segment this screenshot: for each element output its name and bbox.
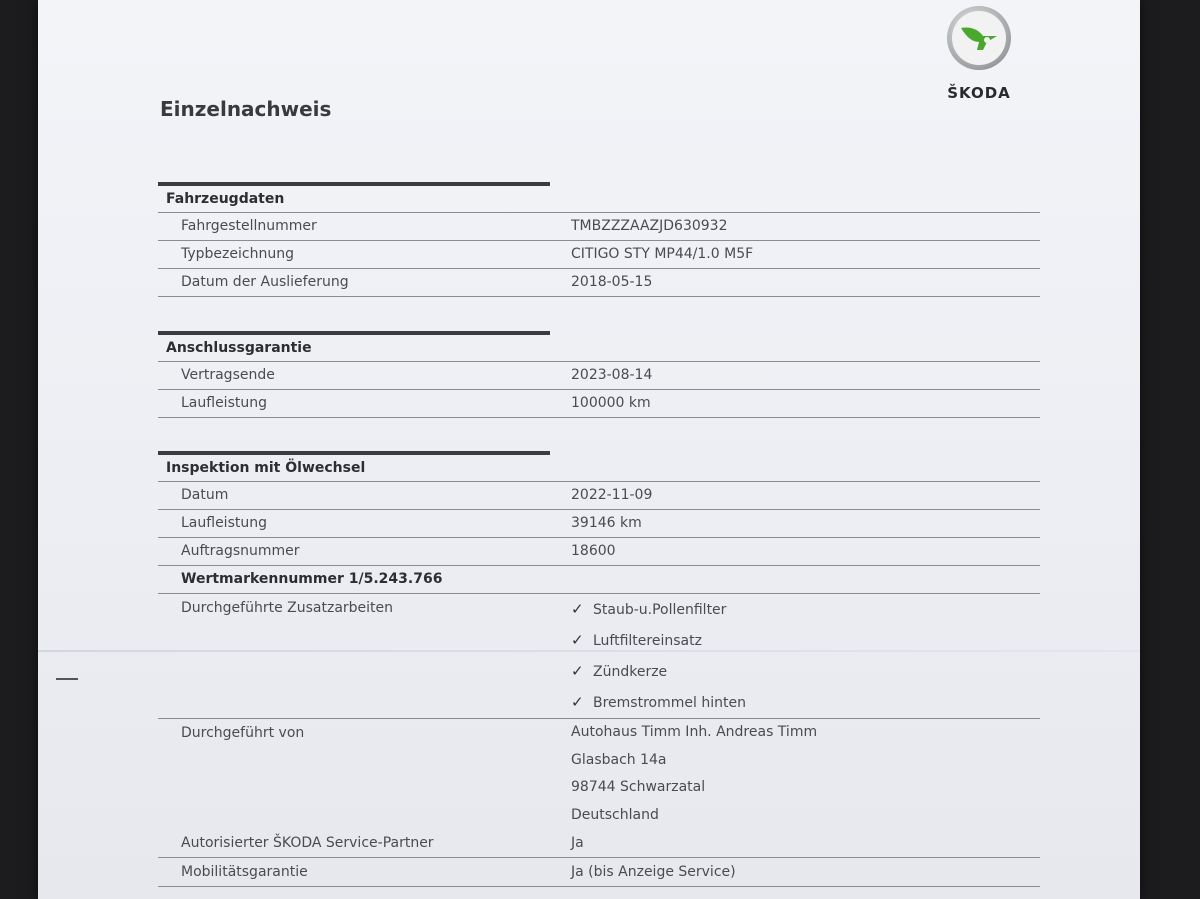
- row-label: Durchgeführt von: [181, 725, 305, 741]
- row-value: 39146 km: [571, 515, 642, 531]
- row-label: Datum der Auslieferung: [181, 274, 349, 290]
- row-label: Durchgeführte Zusatzarbeiten: [181, 600, 394, 616]
- address-block: [548, 719, 1040, 829]
- row-autorisiert: [158, 829, 1040, 858]
- row-durchgefuehrt-von: [158, 719, 1040, 829]
- section-heading: Anschlussgarantie: [158, 335, 1040, 362]
- address-line: Autohaus Timm Inh. Andreas Timm: [571, 724, 818, 740]
- fold-mark: [56, 678, 78, 680]
- checkmark-icon: ✓: [571, 693, 584, 711]
- row-label: Laufleistung: [181, 515, 267, 531]
- checkmark-icon: ✓: [571, 631, 584, 649]
- row-auslieferung: [158, 269, 1040, 297]
- row-fahrgestellnummer: [158, 213, 1040, 241]
- row-value: 2018-05-15: [571, 274, 653, 290]
- document-page: [38, 0, 1140, 899]
- row-label: Mobilitätsgarantie: [181, 864, 308, 880]
- row-label: Laufleistung: [181, 395, 267, 411]
- row-value: 18600: [571, 543, 616, 559]
- row-label: Fahrgestellnummer: [181, 218, 317, 234]
- section-heading: Inspektion mit Ölwechsel: [158, 455, 1040, 482]
- address-line: Deutschland: [571, 806, 659, 823]
- section-anschlussgarantie: [158, 331, 1040, 418]
- item-text: Bremstrommel hinten: [593, 695, 746, 711]
- brand-logo: [934, 6, 1024, 102]
- row-label: Datum: [181, 487, 229, 503]
- brand-wordmark: ŠKODA: [947, 84, 1011, 102]
- logo-disc: [952, 11, 1006, 65]
- row-value: 100000 km: [571, 395, 651, 411]
- page-title: Einzelnachweis: [160, 97, 332, 121]
- item-text: Luftfiltereinsatz: [593, 633, 702, 649]
- section-fahrzeugdaten: [158, 182, 1040, 297]
- row-typbezeichnung: [158, 241, 1040, 269]
- checkmark-icon: ✓: [571, 600, 584, 618]
- list-item: [571, 687, 1040, 718]
- list-item: [571, 594, 1040, 625]
- row-label: Vertragsende: [181, 367, 275, 383]
- row-value: Ja (bis Anzeige Service): [571, 864, 736, 880]
- row-value: Ja: [571, 835, 584, 851]
- row-auftragsnummer: [158, 538, 1040, 566]
- section-inspektion: [158, 451, 1040, 887]
- row-value: 2023-08-14: [571, 367, 653, 383]
- row-value: TMBZZZAAZJD630932: [571, 218, 728, 234]
- row-label: Wertmarkennummer 1/5.243.766: [181, 571, 443, 587]
- row-zusatzarbeiten: [158, 594, 1040, 719]
- row-vertragsende: [158, 362, 1040, 390]
- checkmark-icon: ✓: [571, 662, 584, 680]
- skoda-winged-arrow-icon: [957, 20, 1001, 56]
- row-datum: [158, 482, 1040, 510]
- list-item: [571, 625, 1040, 656]
- row-label: Autorisierter ŠKODA Service-Partner: [181, 835, 434, 851]
- list-item: [571, 656, 1040, 687]
- item-text: Zündkerze: [593, 664, 668, 680]
- row-wertmarkennummer: [158, 566, 1040, 594]
- logo-ring: [947, 6, 1011, 70]
- row-label: Typbezeichnung: [181, 246, 294, 262]
- row-laufleistung: [158, 390, 1040, 418]
- item-text: Staub-u.Pollenfilter: [593, 602, 727, 618]
- address-line: 98744 Schwarzatal: [571, 779, 706, 795]
- section-heading: Fahrzeugdaten: [158, 186, 1040, 213]
- row-label: Auftragsnummer: [181, 543, 300, 559]
- row-value: CITIGO STY MP44/1.0 M5F: [571, 246, 754, 262]
- row-mobilitaet: [158, 858, 1040, 887]
- row-laufleistung: [158, 510, 1040, 538]
- zusatzarbeiten-list: [548, 594, 1040, 718]
- address-line: Glasbach 14a: [571, 751, 667, 768]
- row-value: 2022-11-09: [571, 487, 653, 503]
